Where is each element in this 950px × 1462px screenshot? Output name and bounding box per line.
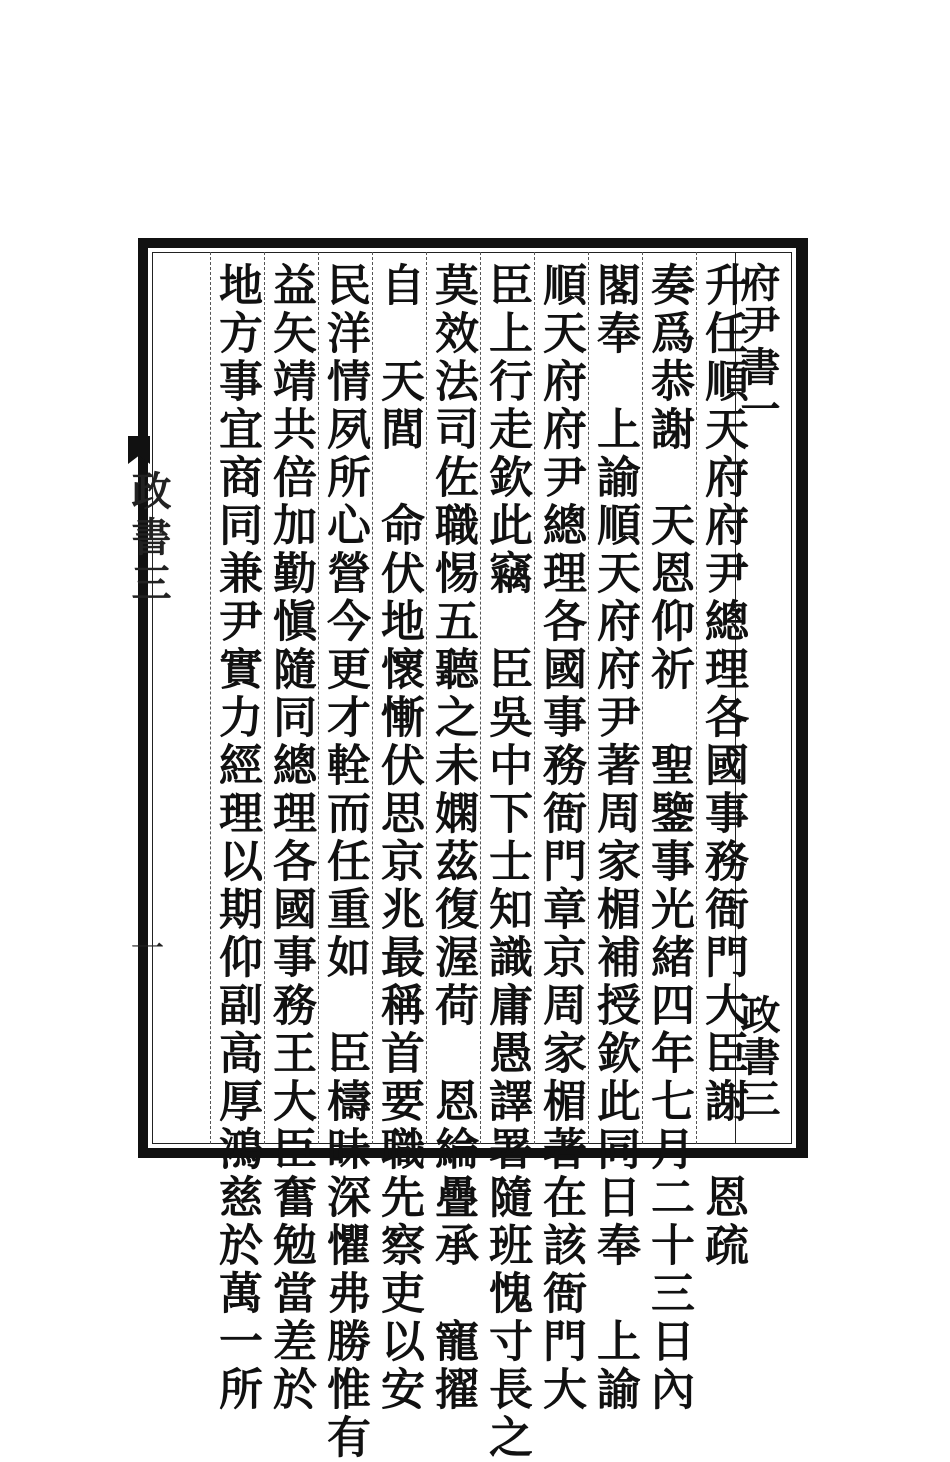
text-column-8: 民洋情夙所心營今更才輇而任重如 臣檮昧深懼弗勝惟有: [319, 262, 370, 1462]
text-column-2: 奏爲恭謝 天恩仰祈 聖鑒事光緒四年七月二十三日內: [643, 262, 694, 1414]
text-column-7: 自 天閭 命伏地懷慚伏思京兆最稱首要職先察吏以安: [373, 262, 424, 1414]
margin-page-number: 一: [124, 930, 164, 964]
margin-title: 政書三: [125, 470, 172, 608]
text-column-1: 升任順天府府尹總理各國事務衙門大臣謝 恩疏: [697, 262, 748, 1270]
text-column-9: 益矢靖共倍加勤愼隨同總理各國事務王大臣奮勉當差於: [265, 262, 316, 1414]
text-column-6: 莫效法司佐職惕五聽之未嫻茲復渥荷 恩綸疊承 寵擢: [427, 262, 478, 1414]
banxin-section: 政書三: [734, 994, 781, 1120]
text-column-4: 順天府府尹總理各國事務衙門章京周家楣著在該衙門大: [535, 262, 586, 1414]
text-column-10: 地方事宜商同兼尹實力經理以期仰副高厚鴻慈於萬一所: [211, 262, 262, 1414]
text-column-5: 臣上行走欽此竊 臣吳中下士知識庸愚譯署隨班愧寸長之: [481, 262, 532, 1462]
page-frame: [138, 238, 808, 1462]
text-column-3: 閣奉 上諭順天府府尹著周家楣補授欽此同日奉 上諭: [589, 262, 640, 1414]
banxin-title: 府尹書一: [734, 262, 781, 430]
